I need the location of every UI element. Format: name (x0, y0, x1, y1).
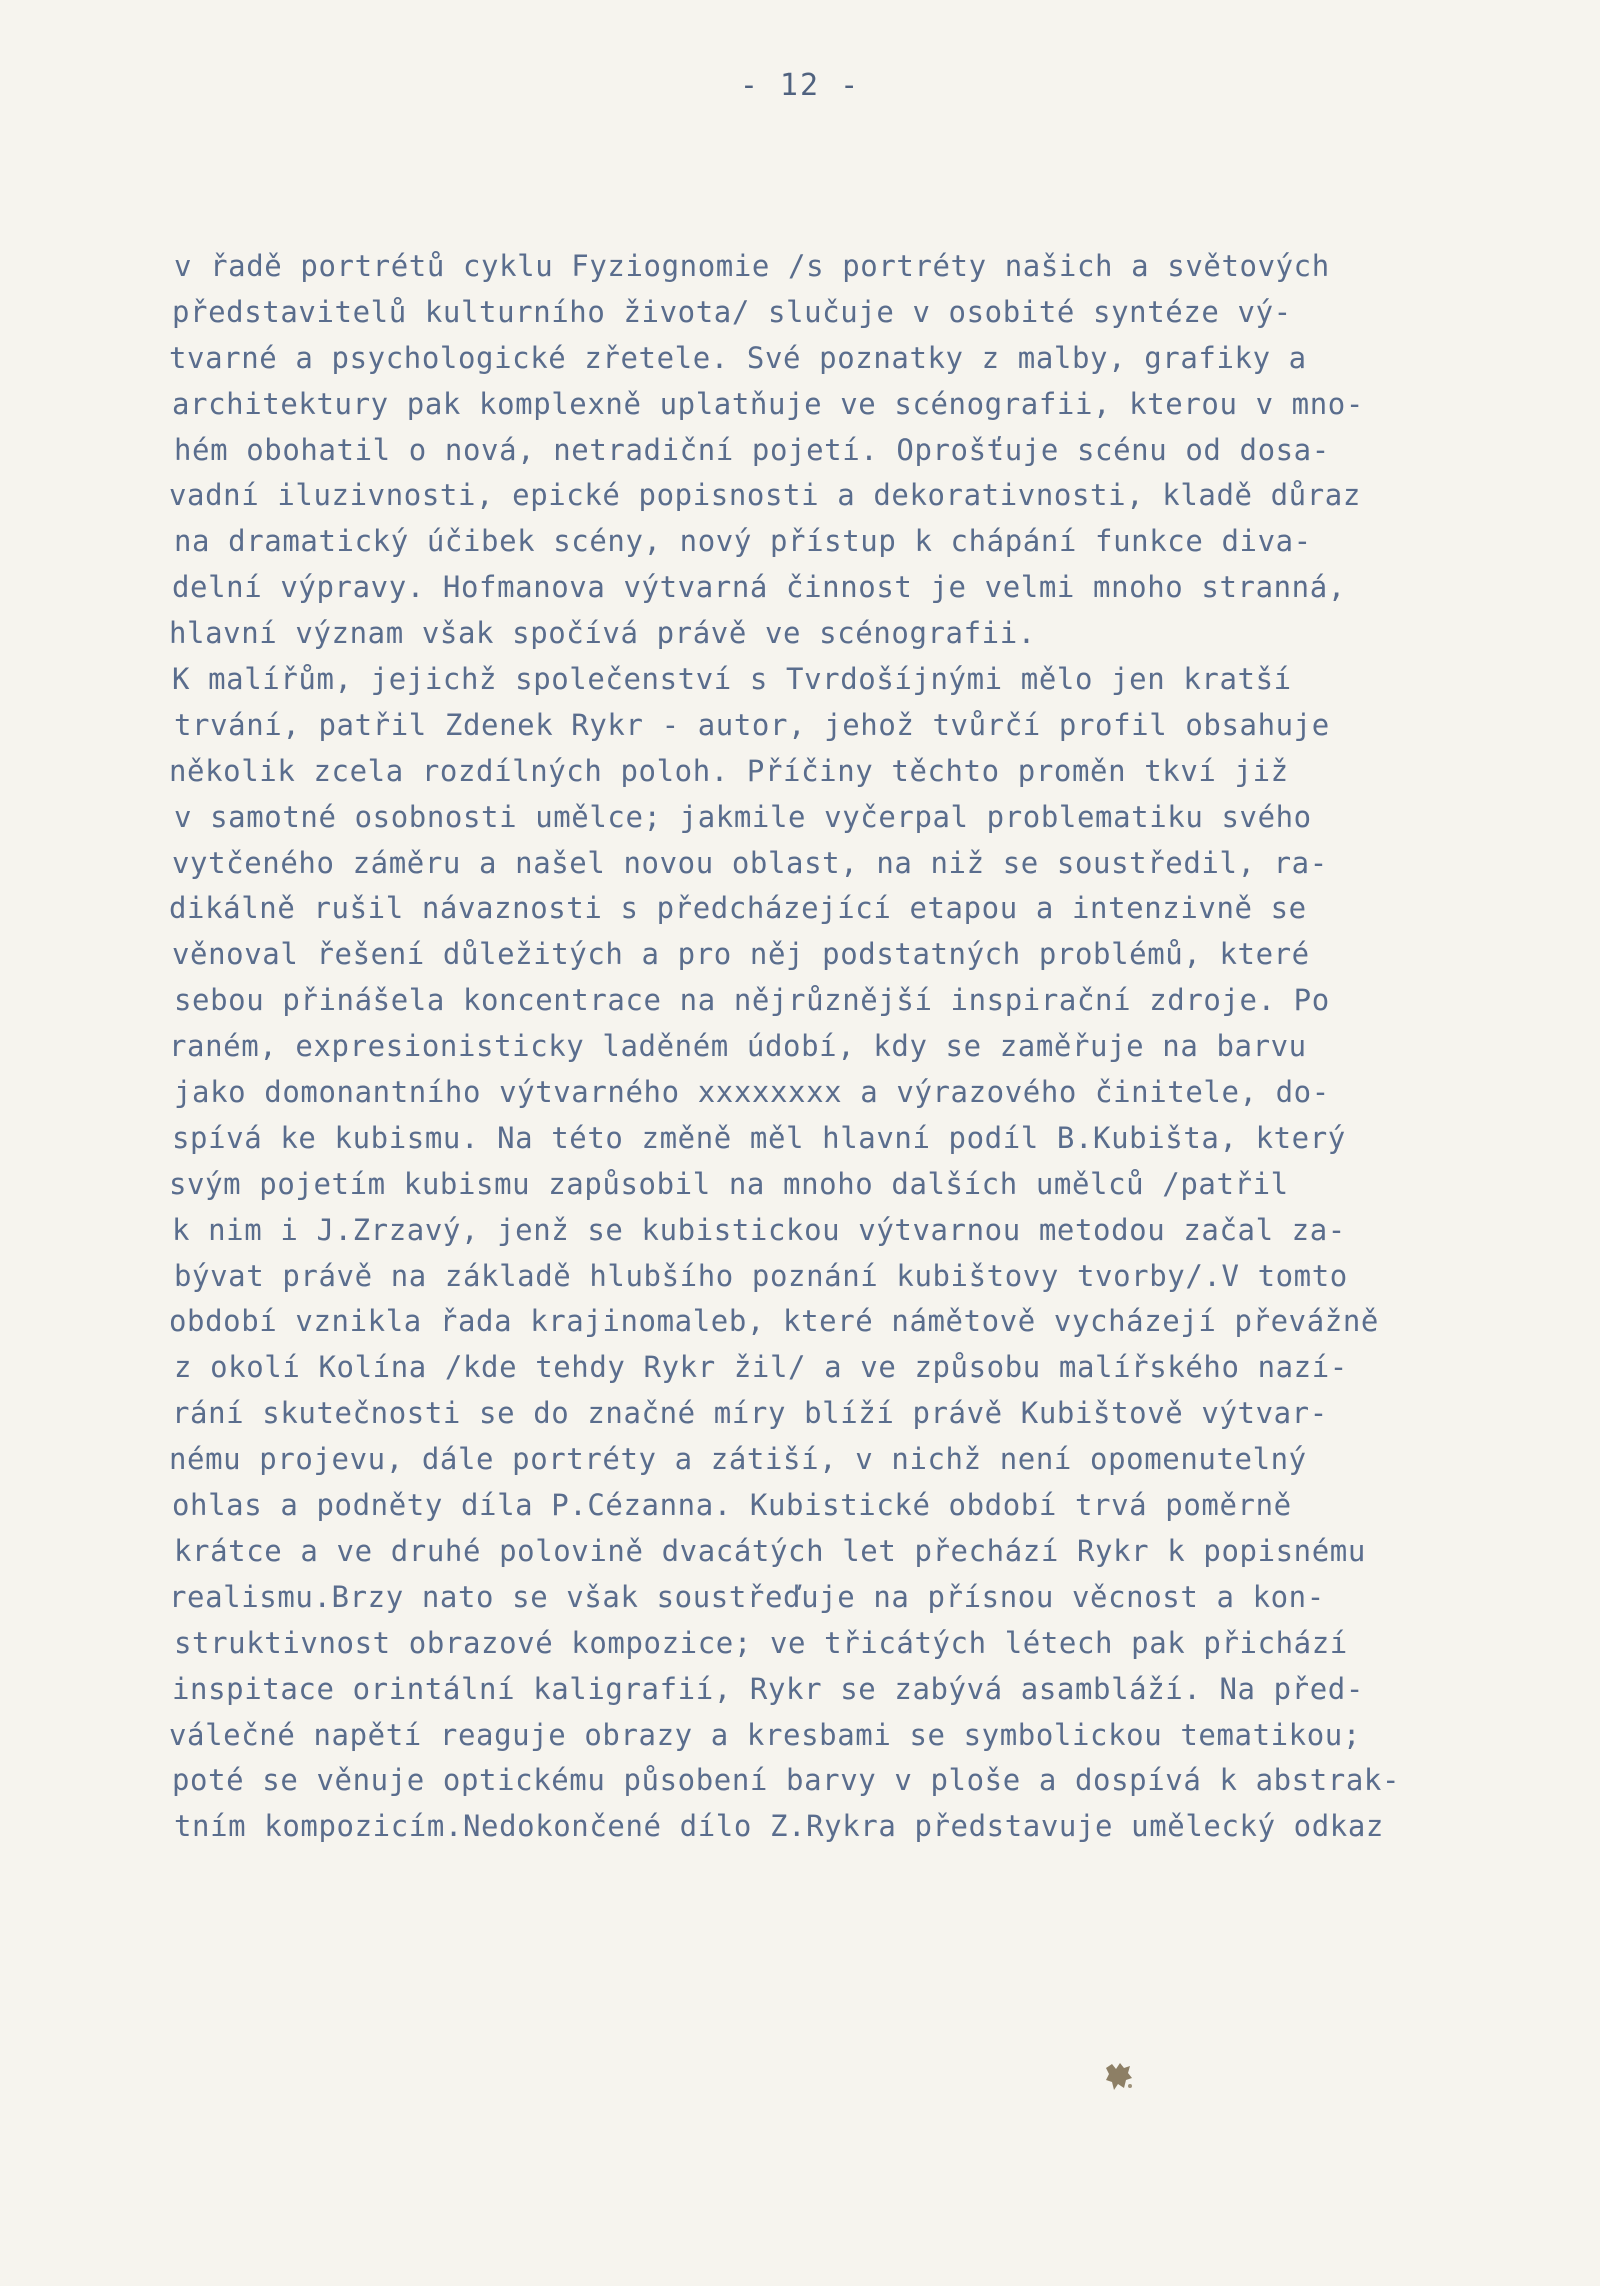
text-line: věnoval řešení důležitých a pro něj podstatných problémů, které (172, 937, 1310, 972)
text-line: válečné napětí reaguje obrazy a kresbami se symbolickou tematikou; (169, 1717, 1361, 1752)
text-line: jako domonantního výtvarného xxxxxxxx a výrazového činitele, do- (174, 1075, 1330, 1110)
text-line: na dramatický účibek scény, nový přístup k chápání funkce diva- (174, 524, 1312, 559)
text-line: bývat právě na základě hlubšího poznání kubištovy tvorby/.V tomto (174, 1258, 1348, 1293)
ink-stain-icon (1100, 2060, 1136, 2096)
body-text (169, 244, 1512, 1850)
text-line: inspitace orintální kaligrafií, Rykr se zabývá asambláží. Na před- (172, 1671, 1364, 1706)
text-line: tním kompozicím.Nedokončené dílo Z.Rykra představuje umělecký odkaz (174, 1809, 1384, 1844)
text-line: realismu.Brzy nato se však soustřeďuje na přísnou věcnost a kon- (169, 1579, 1325, 1614)
text-line: delní výpravy. Hofmanova výtvarná činnost je velmi mnoho stranná, (172, 570, 1346, 605)
text-line: vadní iluzivnosti, epické popisnosti a dekorativnosti, kladě důraz (169, 478, 1361, 513)
text-line: představitelů kulturního života/ slučuje v osobité syntéze vý- (172, 294, 1292, 329)
text-line: dikálně rušil návaznosti s předcházející etapou a intenzivně se (169, 891, 1307, 926)
text-line: několik zcela rozdílných poloh. Příčiny těchto proměn tkví již (169, 753, 1289, 788)
text-line: architektury pak komplexně uplatňuje ve scénografii, kterou v mno- (172, 386, 1364, 421)
text-line: v samotné osobnosti umělce; jakmile vyčerpal problematiku svého (174, 799, 1312, 834)
text-line: v řadě portrétů cyklu Fyziognomie /s portréty našich a světových (174, 249, 1330, 283)
text-line: struktivnost obrazové kompozice; ve třicátých létech pak přichází (174, 1625, 1348, 1660)
text-line: období vznikla řada krajinomaleb, které námětově vycházejí převážně (169, 1304, 1379, 1339)
text-line: poté se věnuje optickému působení barvy v ploše a dospívá k abstrak- (172, 1763, 1401, 1798)
text-line: spívá ke kubismu. Na této změně měl hlavní podíl B.Kubišta, který (172, 1120, 1346, 1155)
text-line: hém obohatil o nová, netradiční pojetí. Oprošťuje scénu od dosa- (174, 432, 1330, 467)
page-number: - 12 - (739, 68, 861, 103)
text-line: sebou přinášela koncentrace na nějrůznější inspirační zdroje. Po (174, 983, 1330, 1018)
text-line: rání skutečnosti se do značné míry blíží právě Kubištově výtvar- (172, 1396, 1328, 1431)
text-line: nému projevu, dále portréty a zátiší, v nichž není opomenutelný (169, 1442, 1307, 1477)
text-line: z okolí Kolína /kde tehdy Rykr žil/ a ve způsobu malířského nazí- (174, 1350, 1348, 1385)
text-line: hlavní význam však spočívá právě ve scénografii. (169, 616, 1036, 651)
text-line: K malířům, jejichž společenství s Tvrdošíjnými mělo jen kratší (172, 662, 1292, 697)
text-line: krátce a ve druhé polovině dvacátých let přechází Rykr k popisnému (174, 1533, 1366, 1568)
text-line: k nim i J.Zrzavý, jenž se kubistickou výtvarnou metodou začal za- (172, 1212, 1346, 1247)
text-line: svým pojetím kubismu zapůsobil na mnoho dalších umělců /patřil (169, 1166, 1289, 1201)
text-line: vytčeného záměru a našel novou oblast, na niž se soustředil, ra- (172, 845, 1328, 880)
text-line: tvarné a psychologické zřetele. Své poznatky z malby, grafiky a (169, 340, 1307, 375)
text-line: raném, expresionisticky laděném údobí, kdy se zaměřuje na barvu (169, 1029, 1307, 1064)
text-line: trvání, patřil Zdenek Rykr - autor, jehož tvůrčí profil obsahuje (174, 707, 1330, 742)
text-line: ohlas a podněty díla P.Cézanna. Kubistické období trvá poměrně (172, 1488, 1292, 1523)
